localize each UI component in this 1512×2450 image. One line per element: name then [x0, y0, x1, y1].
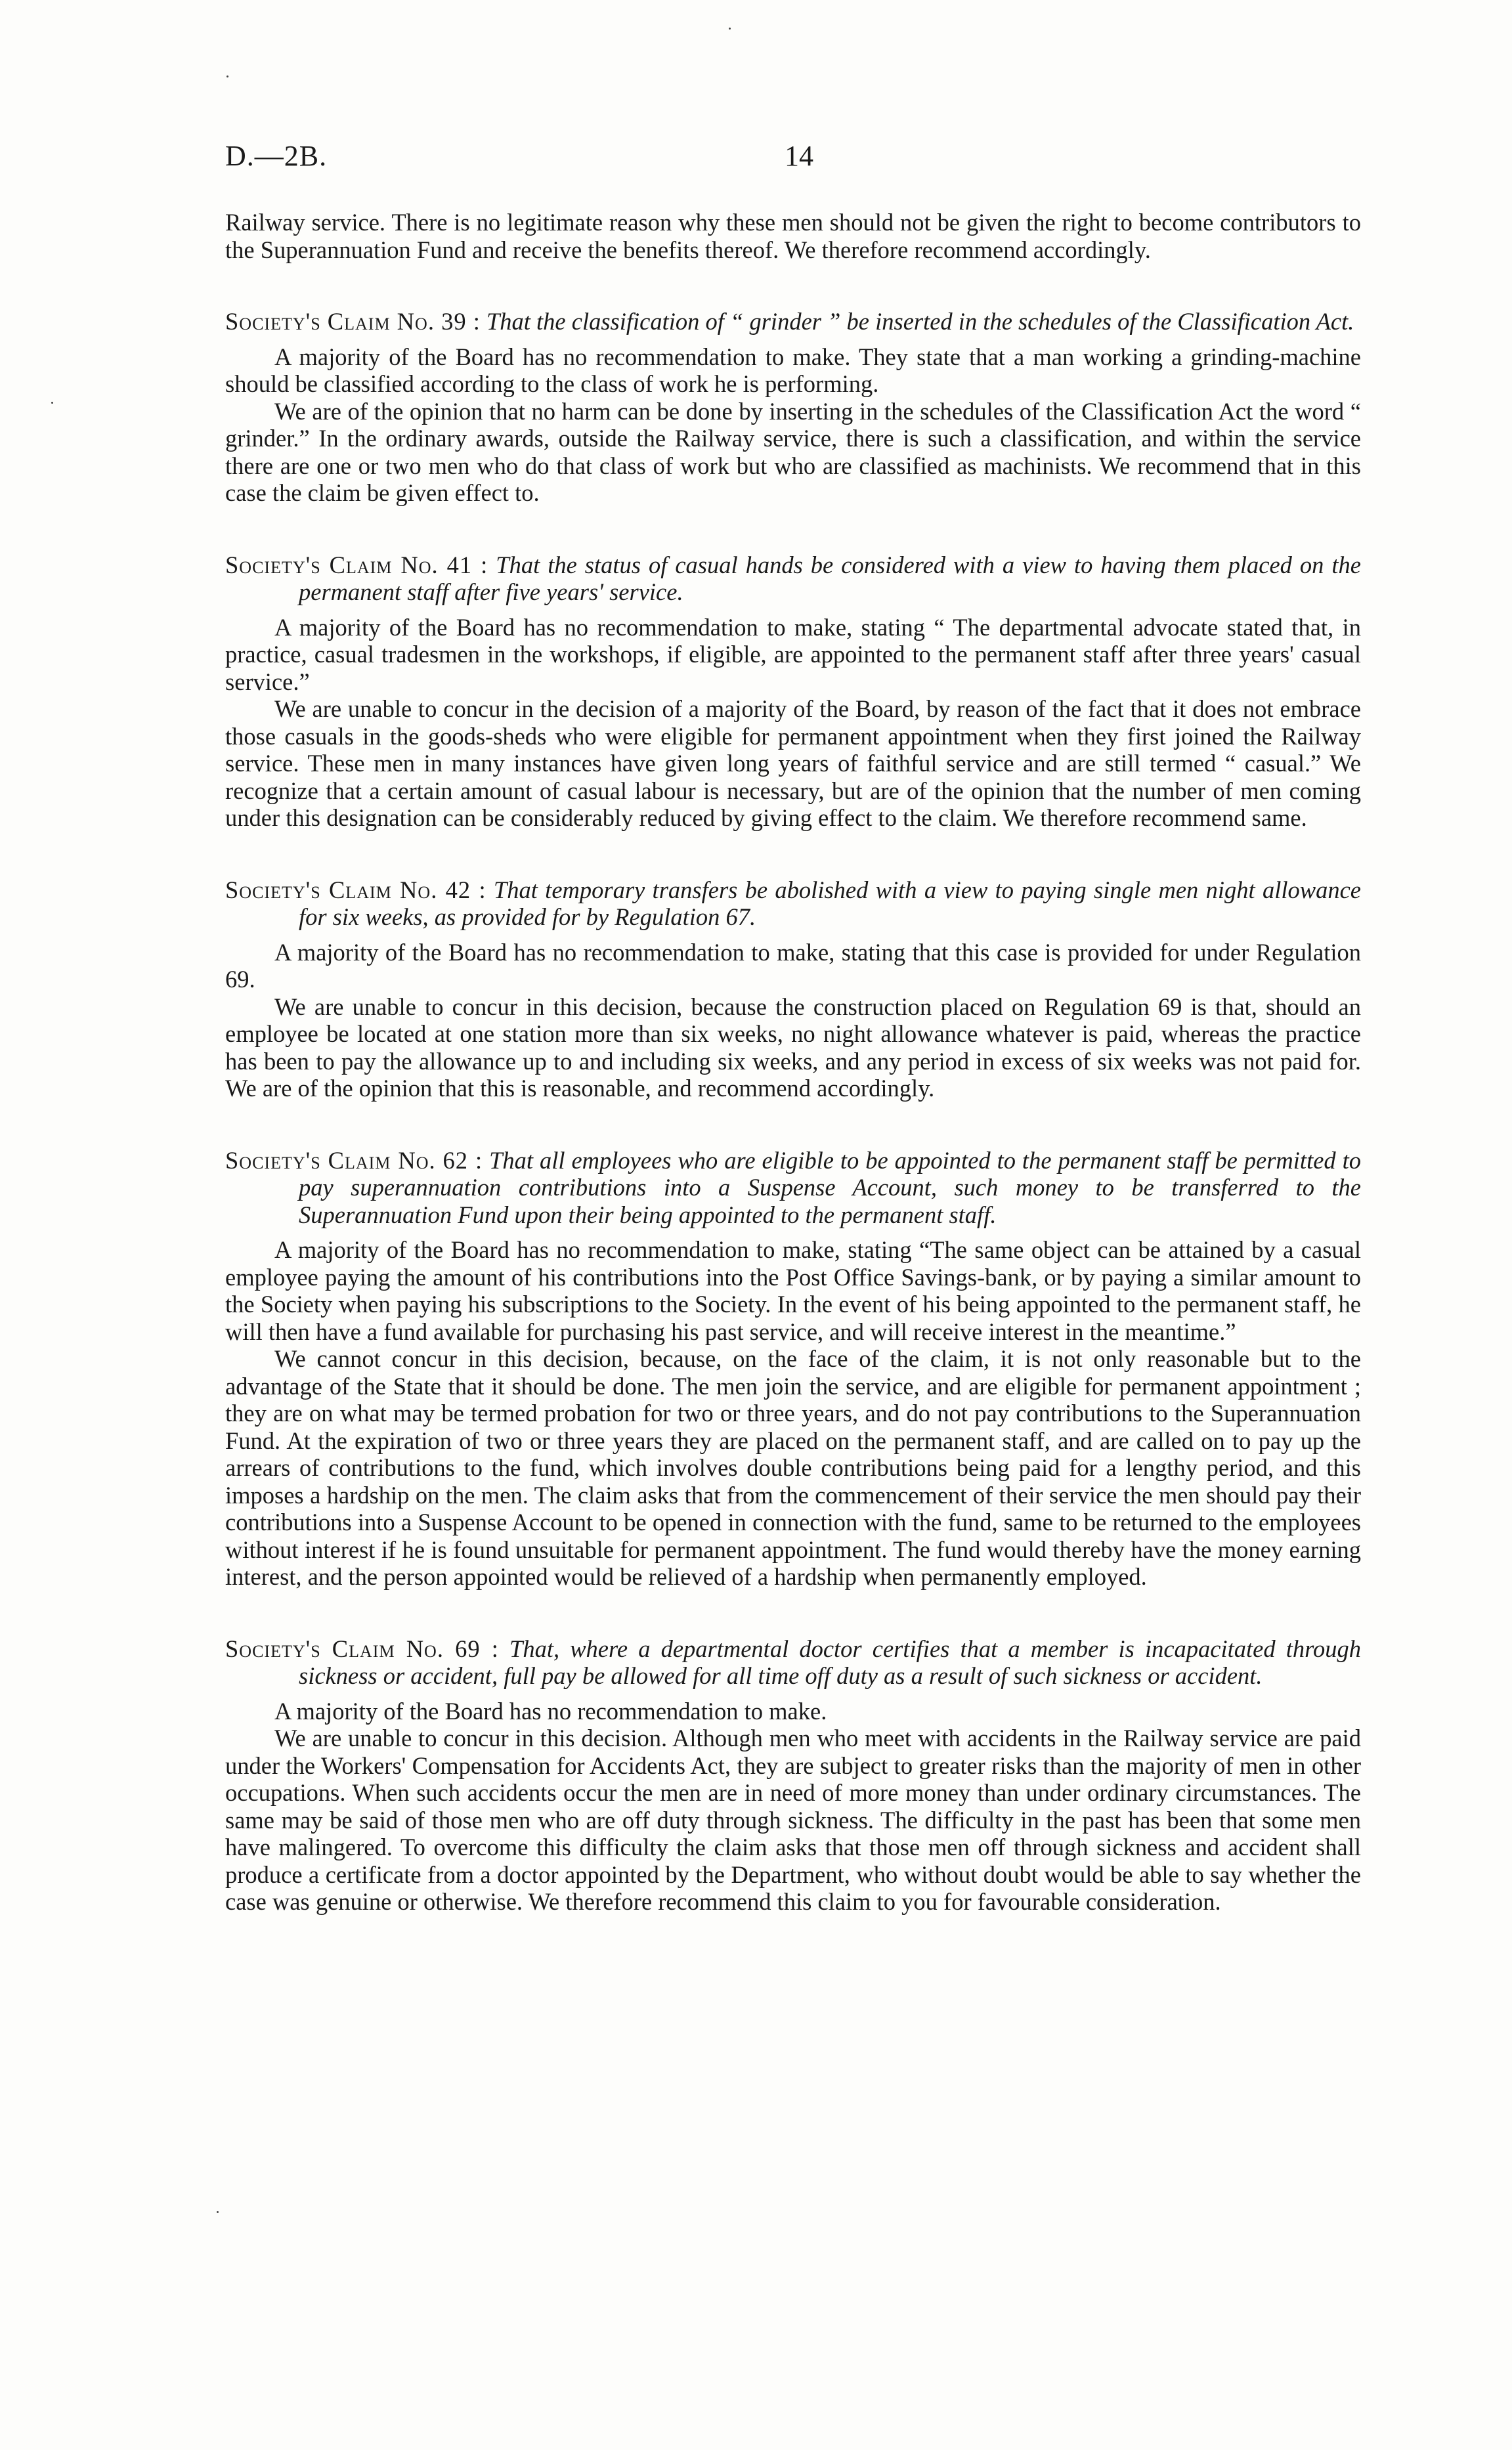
- page-header: [225, 139, 1361, 179]
- claim-heading: [225, 308, 1361, 335]
- claim-label: Society's Claim No. 41 :: [225, 551, 488, 578]
- claim-paragraph: A majority of the Board has no recommendation to make, stating “The same object can be attained by a casual employee paying the amount of his contributions into the Post Office Savings-bank, or by paying a similar amount to the Society when paying his subscriptions to the Society. In the event of his being appointed to the permanent staff, he will then have a fund available for purchasing his past service, and will receive interest in the meantime.”: [225, 1236, 1361, 1345]
- claim-text: That the classification of “ grinder ” be inserted in the schedules of the Classification Act.: [486, 308, 1354, 335]
- scan-speck: [51, 402, 53, 404]
- document-body: [225, 209, 1361, 1916]
- claim-label: Society's Claim No. 42 :: [225, 876, 486, 903]
- claim-label: Society's Claim No. 62 :: [225, 1146, 483, 1174]
- claim-section: [225, 308, 1361, 507]
- claim-paragraph: A majority of the Board has no recommendation to make. They state that a man working a grinding-machine should be classified according to the class of work he is performing.: [225, 343, 1361, 397]
- claim-heading: [225, 1147, 1361, 1229]
- intro-paragraph: Railway service. There is no legitimate reason why these men should not be given the right to become contributors to the Superannuation Fund and receive the benefits thereof. We therefore recommend accordingly.: [225, 209, 1361, 263]
- claim-label: Society's Claim No. 39 :: [225, 308, 481, 335]
- claim-section: [225, 1635, 1361, 1916]
- claim-paragraph: We are of the opinion that no harm can be done by inserting in the schedules of the Classification Act the word “ grinder.” In the ordinary awards, outside the Railway service, there is such a classification, and within the service there are one or two men who do that class of work but who are classified as machinists. We recommend that in this case the claim be given effect to.: [225, 397, 1361, 506]
- claim-text: That, where a departmental doctor certifies that a member is incapacitated through sickness or accident, full pay be allowed for all time off duty as a result of such sickness or accident.: [299, 1635, 1361, 1689]
- claim-paragraph: A majority of the Board has no recommendation to make.: [274, 1697, 827, 1725]
- document-reference: D.—2B.: [225, 140, 328, 172]
- claim-heading: [225, 1635, 1361, 1690]
- claim-label: Society's Claim No. 69 :: [225, 1635, 499, 1662]
- claim-heading: [225, 551, 1361, 606]
- scan-speck: [227, 75, 228, 77]
- claim-paragraph: We cannot concur in this decision, because, on the face of the claim, it is not only reasonable but to the advantage of the State that it should be done. The men join the service, and are eligible for permanent appointment ; they are on what may be termed probation for two or three years, and do not pay contributions to the Superannuation Fund. At the expiration of two or three years they are placed on the permanent staff, and are called on to pay up the arrears of contributions to the fund, which involves double contributions being paid for a lengthy period, and this imposes a hardship on the men. The claim asks that from the commencement of their service the men should pay their contributions into a Suspense Account to be opened in connection with the fund, same to be returned to the employees without interest if he is found unsuitable for permanent appointment. The fund would thereby have the money earning interest, and the person appointed would be relieved of a hardship when permanently employed.: [225, 1345, 1361, 1590]
- claim-section: [225, 551, 1361, 832]
- claim-heading: [225, 876, 1361, 931]
- claim-section: [225, 876, 1361, 1102]
- claim-section: [225, 1147, 1361, 1591]
- page-number: 14: [785, 140, 813, 172]
- scan-speck: [217, 2211, 219, 2213]
- scan-speck: [729, 28, 731, 30]
- claim-text: That all employees who are eligible to be appointed to the permanent staff be permitted to pay superannuation contributions into a Suspense Account, such money to be transferred to the Superannuation Fund upon their being appointed to the permanent staff.: [299, 1146, 1361, 1228]
- claim-paragraph: We are unable to concur in the decision of a majority of the Board, by reason of the fact that it does not embrace those casuals in the goods-sheds who were eligible for permanent appointment when they first joined the Railway service. These men in many instances have given long years of faithful service and are still termed “ casual.” We recognize that a certain amount of casual labour is necessary, but are of the opinion that the number of men coming under this designation can be considerably reduced by giving effect to the claim. We therefore recommend same.: [225, 695, 1361, 831]
- claim-paragraph: A majority of the Board has no recommendation to make, stating that this case is provided for under Regulation 69.: [225, 938, 1361, 993]
- claim-text: That temporary transfers be abolished with a view to paying single men night allowance for six weeks, as provided for by Regulation 67.: [299, 876, 1361, 930]
- claim-paragraph: We are unable to concur in this decision, because the construction placed on Regulation 69 is that, should an employee be located at one station more than six weeks, no night allowance whatever is paid, whereas the practice has been to pay the allowance up to and including six weeks, and any period in excess of six weeks was not paid for. We are of the opinion that this is reasonable, and recommend accordingly.: [225, 993, 1361, 1102]
- claim-paragraph: We are unable to concur in this decision. Although men who meet with accidents in the Railway service are paid under the Workers' Compensation for Accidents Act, they are subject to greater risks than the majority of men in other occupations. When such accidents occur the men are in need of more money than under ordinary circumstances. The same may be said of those men who are off duty through sickness. The difficulty in the past has been that some men have malingered. To overcome this difficulty the claim asks that those men off through sickness and accident shall produce a certificate from a doctor appointed by the Department, who without doubt would be able to say whether the case was genuine or otherwise. We therefore recommend this claim to you for favourable consideration.: [225, 1725, 1361, 1915]
- claim-text: That the status of casual hands be considered with a view to having them placed on the permanent staff after five years' service.: [299, 551, 1361, 605]
- claim-paragraph: A majority of the Board has no recommendation to make, stating “ The departmental advocate stated that, in practice, casual tradesmen in the workshops, if eligible, are appointed to the permanent staff after three years' casual service.”: [225, 613, 1361, 695]
